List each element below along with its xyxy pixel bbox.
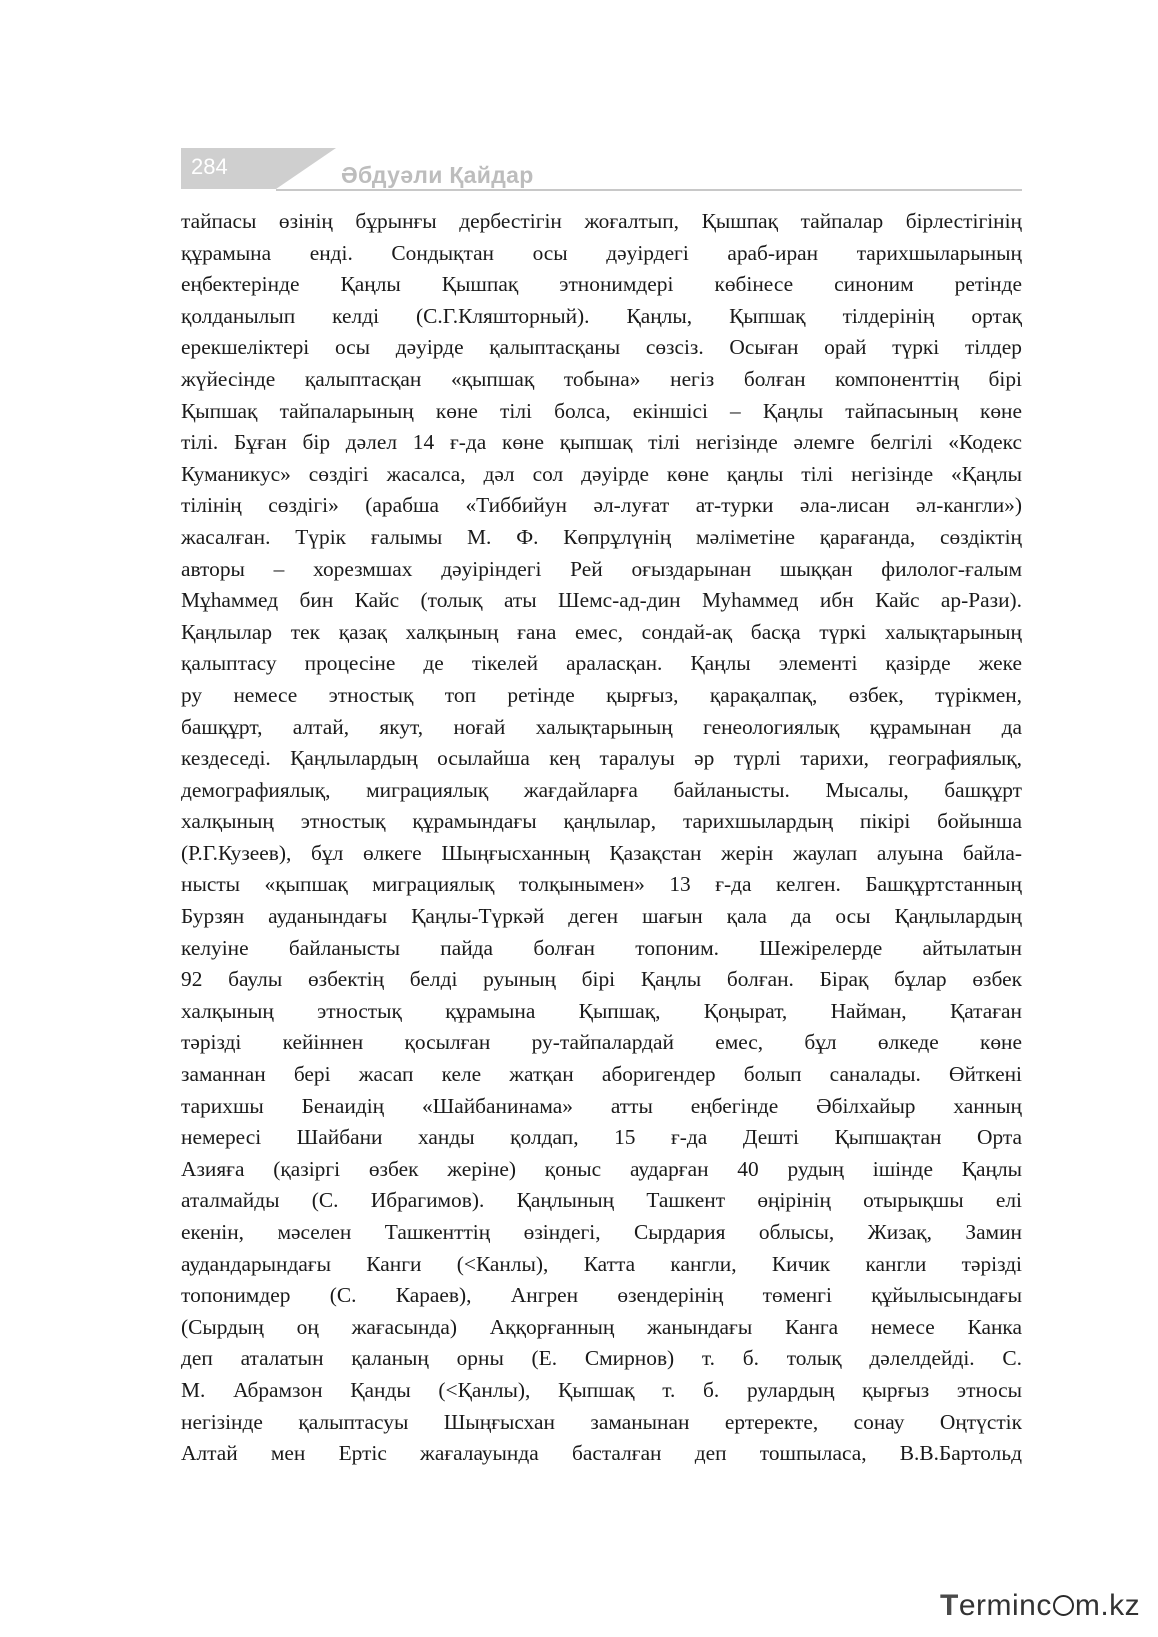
text-line: заманнан бері жасап келе жатқан аборигендер болып саналады. Өйткені [181,1062,1022,1087]
text-line: башқұрт, алтай, якут, ноғай халықтарының генеологиялық құрамынан да [181,714,1022,739]
header-rule [276,189,1022,191]
watermark-middle: erminc [958,1589,1052,1622]
text-line: (Сырдың оң жағасында) Аққорғанның жанындағы Канга немесе Канка [181,1314,1022,1339]
text-line: тілі. Бұған бір дәлел 14 ғ-да көне қыпшақ тілі негізінде әлемге белгілі «Кодекс [181,430,1022,455]
body-text [181,206,1022,1470]
text-line: авторы – хорезмшах дәуіріндегі Рей оғыздарынан шыққан филолог-ғалым [181,556,1022,581]
text-line: Алтай мен Ертіс жағалауында басталған деп тошпыласа, В.В.Бартольд [181,1441,1022,1466]
text-line: топонимдер (С. Караев), Ангрен өзендерінің төменгі құйылысындағы [181,1283,1022,1308]
text-line: екенін, мәселен Ташкенттің өзіндегі, Сырдария облысы, Жизақ, Замин [181,1220,1022,1244]
text-line: (Р.Г.Кузеев), бұл өлкеге Шыңғысханның Қазақстан жерін жаулап алуына байла- [181,840,1022,865]
text-line: Қыпшақ тайпаларының көне тілі болса, екіншісі – Қаңлы тайпасының көне [181,398,1022,423]
text-line: тарихшы Бенаидің «Шайбанинама» атты еңбегінде Әбілхайыр ханның [181,1093,1022,1118]
text-line: аталмайды (С. Ибрагимов). Қаңлының Ташкент өңірінің отырықшы елі [181,1188,1022,1213]
page-header [181,148,1022,196]
page-number-tab [181,148,276,189]
watermark-end: m.kz [1074,1589,1141,1622]
text-line: ерекшеліктері осы дәуірде қалыптасқаны сөзсіз. Осыған орай түркі тілдер [181,335,1022,360]
watermark-initial: T [940,1589,959,1622]
text-line: еңбектерінде Қаңлы Қышпақ этнонимдері көбінесе синоним ретінде [181,272,1022,297]
header-wedge-decoration [276,148,336,189]
magnifier-icon [1053,1595,1074,1616]
text-line: халқының этностық құрамына Қыпшақ, Қоңырат, Найман, Қатаған [181,998,1022,1023]
text-line: немересі Шайбани ханды қолдап, 15 ғ-да Дешті Қыпшақтан Орта [181,1125,1022,1150]
site-watermark [940,1589,1140,1623]
text-line: тәрізді кейіннен қосылған ру-тайпалардай емес, бұл өлкеде көне [181,1030,1022,1055]
text-line: М. Абрамзон Қанды (<Қанлы), Қыпшақ т. б. рулардың қырғыз этносы [181,1377,1022,1402]
text-line: 92 баулы өзбектің белді руының бірі Қаңлы болған. Бірақ бұлар өзбек [181,967,1022,992]
text-line: қалыптасу процесіне де тікелей араласқан. Қаңлы элементі қазірде жеке [181,651,1022,676]
text-line: демографиялық, миграциялық жағдайларға байланысты. Мысалы, башқұрт [181,777,1022,802]
text-line: кездеседі. Қаңлылардың осылайша кең таралуы әр түрлі тарихи, географиялық, [181,746,1022,771]
text-line: деп аталатын қаланың орны (Е. Смирнов) т. б. толық дәлелдейді. С. [181,1346,1022,1371]
text-line: тайпасы өзінің бұрынғы дербестігін жоғалтып, Қышпақ тайпалар бірлестігінің [181,209,1022,233]
text-line: келуіне байланысты пайда болған топоним. Шежірелерде айтылатын [181,935,1022,960]
running-header-author: Әбдуәли Қайдар [341,162,534,188]
text-line: тілінің сөздігі» (арабша «Тиббийун әл-луғат ат-турки әла-лисан әл-кангли») [181,493,1022,518]
text-line: құрамына енді. Сондықтан осы дәуірдегі араб-иран тарихшыларының [181,240,1022,265]
text-line: қолданылып келді (С.Г.Кляшторный). Қаңлы, Қыпшақ тілдерінің ортақ [181,303,1022,328]
text-line: негізінде қалыптасуы Шыңғысхан заманынан ертеректе, сонау Оңтүстік [181,1409,1022,1434]
text-line: Куманикус» сөздігі жасалса, дәл сол дәуірде көне қаңлы тілі негізінде «Қаңлы [181,461,1022,486]
text-line: жасалған. Түрік ғалымы М. Ф. Көпрұлүнің мәліметіне қарағанда, сөздіктің [181,524,1022,549]
text-line: Мұһаммед бин Кайс (толық аты Шемс-ад-дин Муһаммед ибн Кайс ар-Рази). [181,588,1022,613]
text-line: аудандарындағы Канги (<Канлы), Катта кангли, Кичик кангли тәрізді [181,1251,1022,1276]
text-line: жүйесінде қалыптасқан «қыпшақ тобына» негіз болған компоненттің бірі [181,366,1022,391]
text-line: Бурзян ауданындағы Қаңлы-Түркәй деген шағын қала да осы Қаңлылардың [181,904,1022,929]
text-line: нысты «қыпшақ миграциялық толқынымен» 13 ғ-да келген. Башқұртстанның [181,872,1022,897]
page-number: 284 [191,154,228,179]
text-line: Қаңлылар тек қазақ халқының ғана емес, сондай-ақ басқа түркі халықтарының [181,619,1022,644]
text-line: ру немесе этностық топ ретінде қырғыз, қарақалпақ, өзбек, түрікмен, [181,682,1022,707]
text-line: Азияға (қазіргі өзбек жеріне) қоныс аударған 40 рудың ішінде Қаңлы [181,1156,1022,1181]
text-line: халқының этностық құрамындағы қаңлылар, тарихшылардың пікірі бойынша [181,809,1022,834]
